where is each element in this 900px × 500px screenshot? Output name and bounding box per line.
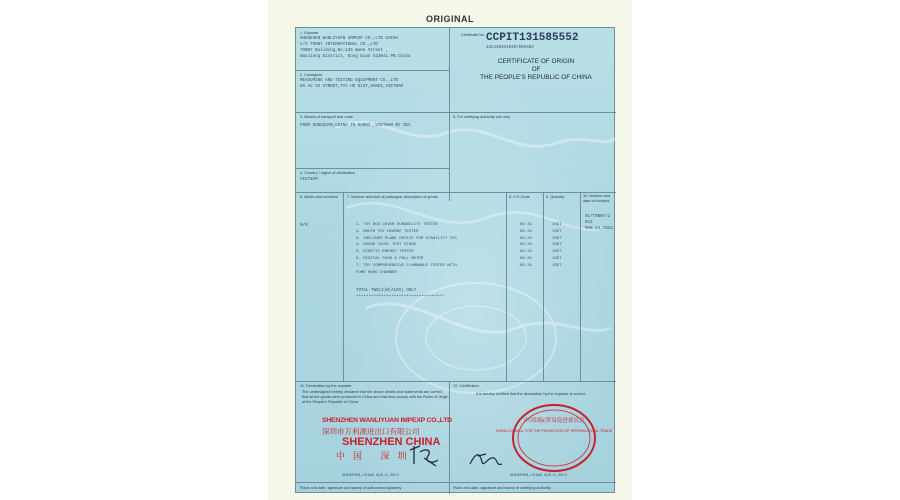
consignee-line-1: MEASURING AND TESTING EQUIPMENT CO.,LTD <box>300 79 399 83</box>
marks-value: N/M <box>300 224 308 228</box>
transport-title: 3. Means of transport and route <box>300 115 353 119</box>
certification-place-date: SHENZHEN,CHINA AUG.5,2013 <box>510 474 567 478</box>
certification-footer: Place and date, signature and stamp of certifying authority <box>453 486 551 490</box>
invoice-date: MAR.14,2013 <box>585 227 613 231</box>
consignee-title: 2. Consignee <box>300 73 323 77</box>
goods-item-qty: 1SET <box>552 236 562 241</box>
goods-item-qty: 1SET <box>552 223 562 227</box>
declaration-title: 11. Declaration by the exporter <box>300 384 352 388</box>
consignee-line-2: 88 AU CO STREET,TAY HO DIST,HANOI,VIETNAM <box>300 85 404 89</box>
goods-item-hs: 90.31 <box>520 243 533 248</box>
invoice-line-2: 013 <box>585 221 593 225</box>
quantity-header: 9. Quantity <box>546 195 565 199</box>
exporter-line-1: SHENZHEN WANLIYUAN IMPEXP CO.,LTD CHINA <box>300 37 399 41</box>
goods-item-hs: 90.31 <box>520 223 533 227</box>
exporter-signature-icon <box>406 442 442 470</box>
certificate-paper <box>268 0 632 500</box>
coo-title-line-2: OF <box>531 66 541 73</box>
goods-item-qty: 1SET <box>552 250 562 255</box>
seal-text-zh: 中国国际贸易促进委员会 <box>523 418 585 424</box>
goods-item-desc: 7. TOY COMPREHENSIVE FLAMMABLE TESTER WITH <box>356 263 457 268</box>
certification-text: It is hereby certified that the declaration by the exporter is correct. <box>476 392 587 396</box>
goods-item-desc: 3. INCLINED PLANE DEVICE FOR STABILITY TES <box>356 236 457 241</box>
goods-item-qty: 1SET <box>552 243 562 248</box>
ccpit-seal-icon <box>495 402 613 474</box>
hs-code-list <box>520 222 532 270</box>
goods-item-qty: 1SET <box>552 263 562 268</box>
declaration-place-date: SHENZHEN,CHINA AUG.5,2013 <box>342 474 399 478</box>
goods-item-desc: 1. TOY BOX COVER DURABILITY TESTER <box>356 223 438 227</box>
invoice-line-1: 01/TONNY/2 <box>585 215 611 219</box>
exporter-line-2: C/O TONNY INTERNATIONAL CO.,LTD <box>300 43 378 47</box>
goods-item-qty: 1SET <box>552 229 562 234</box>
declaration-footer: Place and date, signature and stamp of authorized signatory <box>300 486 402 490</box>
exporter-title: 1. Exporter <box>300 31 319 35</box>
goods-stars: *********************************** <box>356 296 444 300</box>
quantity-list <box>552 222 562 270</box>
goods-total: TOTAL TWO(2)W(ALES) ONLY <box>356 289 417 293</box>
description-header: 7. Number and kind of packages; description of goods <box>347 195 438 199</box>
exporter-line-4: WanJiang District, Dong Guan 523041 PR.China <box>300 55 411 59</box>
seal-text-en: CHINA COUNCIL FOR THE PROMOTION OF INTERNATIONAL TRADE <box>495 429 613 433</box>
goods-item-hs: 90.31 <box>520 250 533 255</box>
goods-item-desc: FUME HOOD CHAMBER <box>356 270 397 275</box>
declaration-text: The undersigned hereby declares that the above details and statements are correct, that all the goods were produced in China and that they comply with the Rules of Origin of the People's Republic of China. <box>302 390 449 404</box>
goods-item-hs: 90.31 <box>520 256 533 261</box>
certificate-no-title: Certificate No. <box>461 33 486 37</box>
goods-description-list <box>356 222 457 276</box>
original-label: ORIGINAL <box>426 14 474 24</box>
exporter-stamp-city-en: SHENZHEN CHINA <box>342 436 441 448</box>
exporter-line-3: TONNY Building,No.135 WuHe Street , <box>300 49 388 53</box>
hs-code-header: 8. H.S.Code <box>509 195 530 199</box>
goods-item-desc: 4. SOUND LEVEL TEST STAND <box>356 243 417 248</box>
exporter-stamp-company-en: SHENZHEN WANLIYUAN IMPEXP CO.,LTD <box>322 417 452 424</box>
goods-item-desc: 5. KINETIC ENERGY TESTER <box>356 250 414 255</box>
goods-item-hs: 90.31 <box>520 229 533 234</box>
goods-item-desc: 2. MOUTH TOY DEGREE TESTER <box>356 229 419 234</box>
goods-item-qty: 1SET <box>552 256 562 261</box>
certification-title: 12. Certification <box>453 384 480 388</box>
authority-title: 5. For certifying authority use only <box>453 115 510 119</box>
certificate-code: 13C4403A1949/00548X <box>486 46 534 50</box>
destination-title: 4. Country / region of destination <box>300 171 355 175</box>
exporter-stamp-city-zh: 中国 深圳 <box>336 451 415 461</box>
certifier-signature-icon <box>466 448 506 470</box>
invoice-header: 10. Number and date of invoices <box>583 194 611 203</box>
coo-title-line-3: THE PEOPLE'S REPUBLIC OF CHINA <box>480 74 592 81</box>
certificate-number: CCPIT131585552 <box>486 32 579 44</box>
goods-item-hs: 90.31 <box>520 263 533 268</box>
goods-item-desc: 6. DIGITAL PUSH & PULL METER <box>356 256 424 261</box>
coo-title-line-1: CERTIFICATE OF ORIGIN <box>497 58 575 65</box>
exporter-stamp-company-zh: 深圳市万利源进出口有限公司 <box>322 427 420 436</box>
goods-item-hs: 90.31 <box>520 236 533 241</box>
marks-header: 6. Marks and numbers <box>300 195 338 199</box>
transport-route: FROM DONGGUAN,CHINA TO HANOI ,VIETNAM BY SEA <box>300 124 411 128</box>
destination-country: VIETNAM <box>300 178 318 182</box>
certificate-form <box>295 27 615 493</box>
